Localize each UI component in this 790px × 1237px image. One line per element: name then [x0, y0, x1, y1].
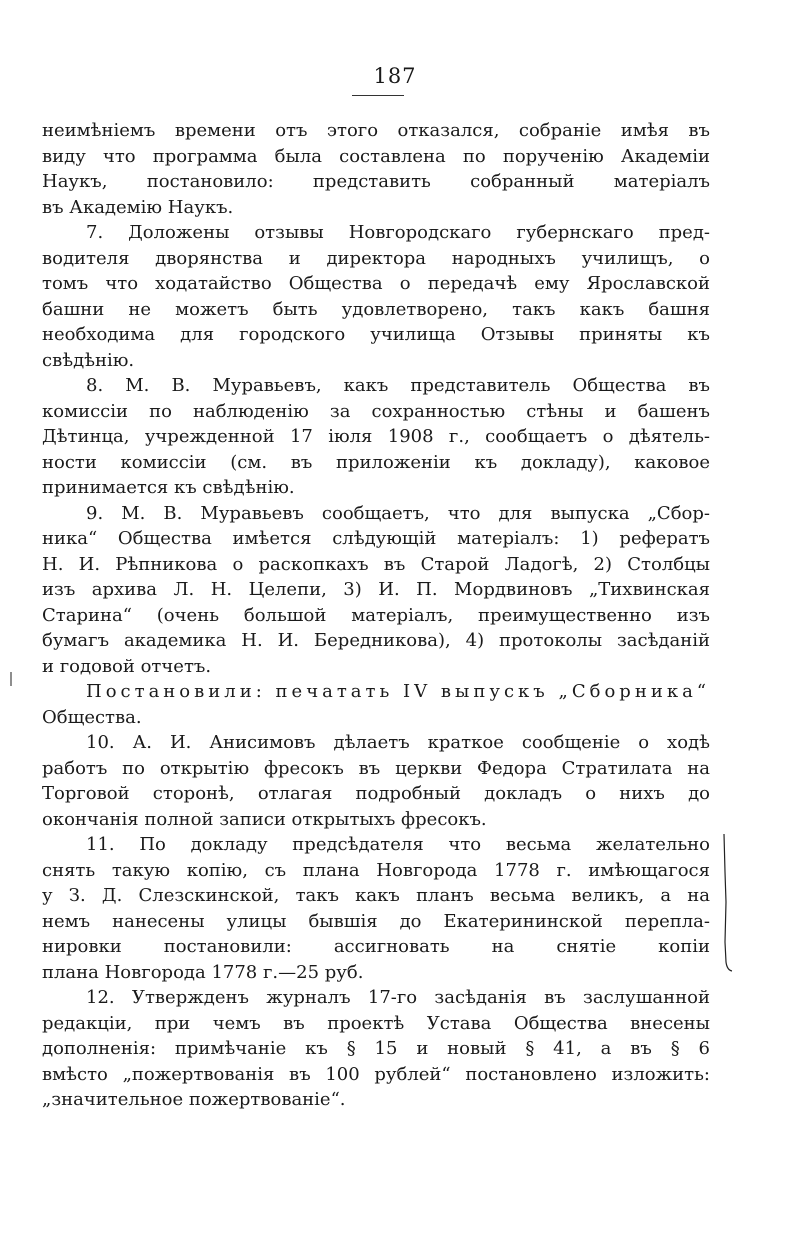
text-line: нировки постановили: ассигновать на снятіе копіи: [42, 936, 710, 957]
text-line: редакціи, при чемъ въ проектѣ Устава Общества внесены: [42, 1012, 710, 1034]
text-line: ника“ Общества имѣется слѣдующій матеріалъ: 1) рефератъ: [42, 528, 710, 549]
edge-mark: [9, 672, 13, 686]
text-line: у З. Д. Слезскинской, такъ какъ планъ весьма великъ, а на: [42, 885, 710, 906]
text-line: Наукъ, постановило: представить собранный матеріалъ: [42, 171, 710, 192]
text-line: „значительное пожертвованіе“.: [42, 1089, 346, 1110]
text-line: свѣдѣнію.: [42, 349, 135, 371]
text-line: томъ что ходатайство Общества о передачѣ ему Ярославской: [42, 273, 710, 294]
text-line: работъ по открытію фресокъ въ церкви Федора Стратилата на: [42, 757, 710, 779]
text-line: 8. М. В. Муравьевъ, какъ представитель Общества въ: [86, 375, 710, 396]
text-line: 10. А. И. Анисимовъ дѣлаетъ краткое сообщеніе о ходѣ: [86, 732, 710, 753]
text-line: изъ архива Л. Н. Целепи, 3) И. П. Мордвиновъ „Тихвинская: [42, 579, 710, 600]
page-number: 187: [373, 64, 417, 88]
text-line: комиссіи по наблюденію за сохранностью стѣны и башенъ: [42, 400, 710, 422]
text-line: водителя дворянства и директора народныхъ училищъ, о: [42, 247, 710, 269]
text-line: принимается къ свѣдѣнію.: [42, 477, 295, 498]
text-line: 7. Доложены отзывы Новгородскаго губернскаго пред-: [86, 222, 710, 243]
text-line: Н. И. Рѣпникова о раскопкахъ въ Старой Ладогѣ, 2) Столбцы: [42, 553, 710, 575]
text-line: бумагъ академика Н. И. Бередникова), 4) протоколы засѣданій: [42, 630, 710, 651]
text-line: окончанія полной записи открытыхъ фресокъ.: [42, 808, 487, 830]
text-line: вмѣсто „пожертвованія въ 100 рублей“ постановлено изложить:: [42, 1063, 710, 1085]
text-line: снять такую копію, съ плана Новгорода 1778 г. имѣющагося: [42, 859, 710, 881]
text-line: въ Академію Наукъ.: [42, 196, 234, 218]
text-line: и годовой отчетъ.: [42, 655, 212, 677]
text-line: Общества.: [42, 706, 142, 728]
text-line: неимѣніемъ времени отъ этого отказался, собраніе имѣя въ: [42, 120, 710, 141]
text-line: виду что программа была составлена по порученію Академіи: [42, 145, 710, 167]
text-line: плана Новгорода 1778 г.—25 руб.: [42, 961, 364, 983]
text-line: башни не можетъ быть удовлетворено, такъ какъ башня: [42, 298, 710, 320]
text-line: Постановили: печатать IV выпускъ „Сборника“: [86, 681, 710, 702]
text-line: 9. М. В. Муравьевъ сообщаетъ, что для выпуска „Сбор-: [86, 502, 710, 524]
text-line: дополненія: примѣчаніе къ § 15 и новый § 41, а въ § 6: [42, 1038, 710, 1059]
text-line: необходима для городского училища Отзывы приняты къ: [42, 324, 710, 345]
text-line: 12. Утвержденъ журналъ 17-го засѣданія въ заслушанной: [86, 987, 710, 1008]
text-line: Дѣтинца, учрежденной 17 іюля 1908 г., сообщаетъ о дѣятель-: [42, 426, 710, 447]
text-line: немъ нанесены улицы бывшія до Екатерининской перепла-: [42, 910, 710, 932]
header-rule: [352, 95, 404, 96]
margin-bracket-mark: [720, 832, 734, 972]
text-line: ности комиссіи (см. въ приложеніи къ докладу), каковое: [42, 451, 710, 473]
text-line: Старина“ (очень большой матеріалъ, преимущественно изъ: [42, 604, 710, 626]
text-line: Торговой сторонѣ, отлагая подробный докладъ о нихъ до: [42, 783, 710, 804]
text-line: 11. По докладу предсѣдателя что весьма желательно: [86, 834, 710, 855]
body-text: [42, 118, 710, 1113]
